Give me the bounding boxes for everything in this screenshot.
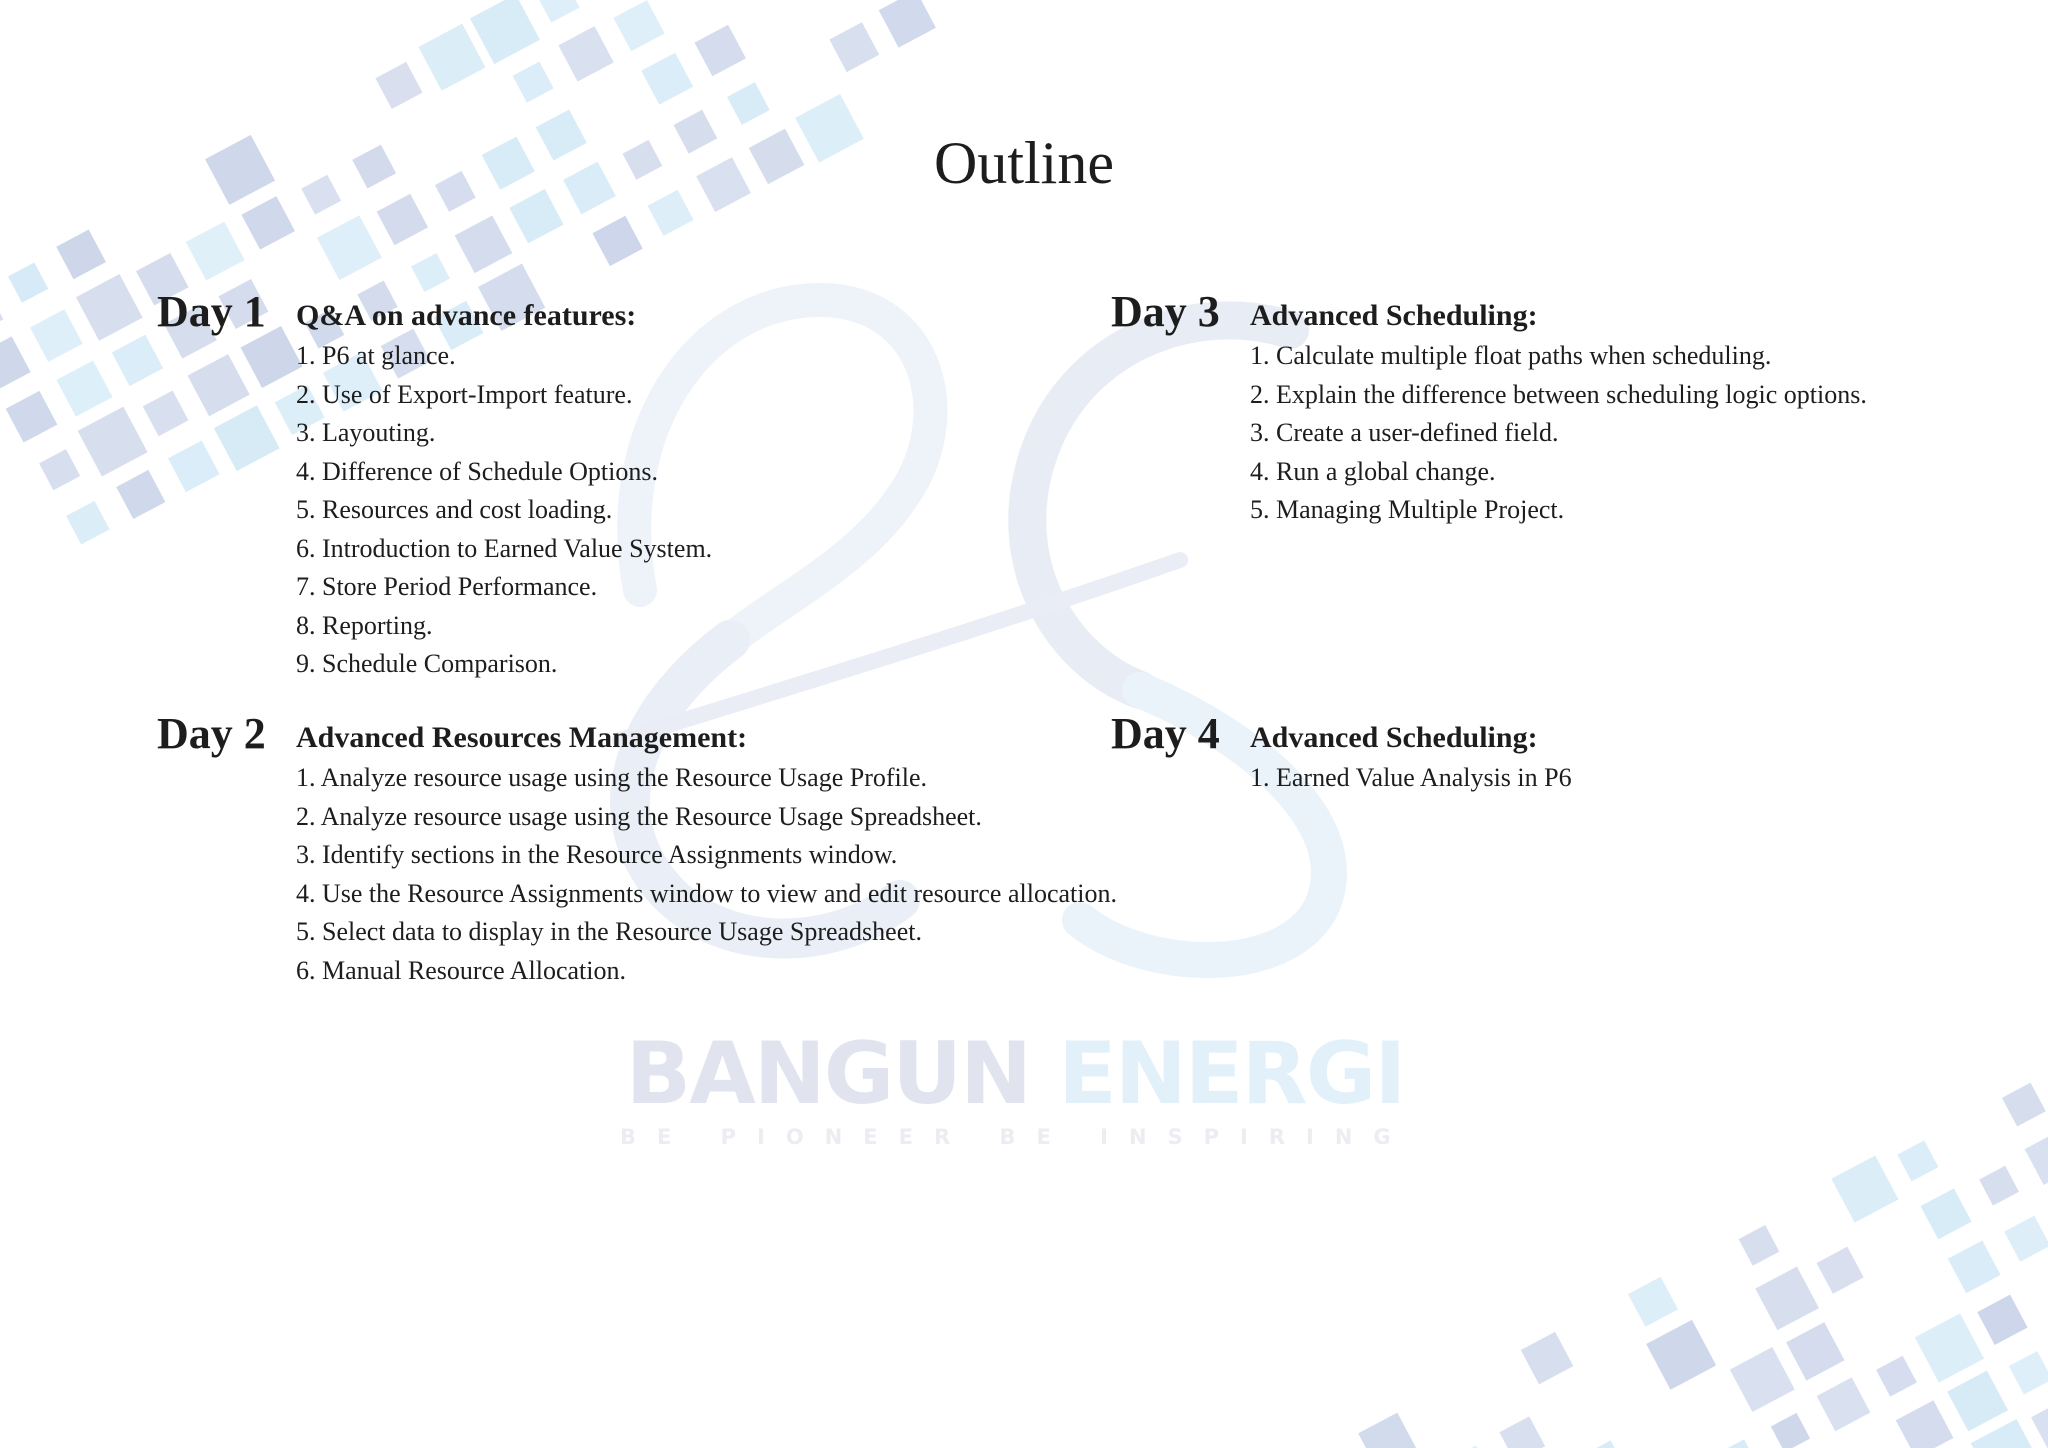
- decorative-tile: [56, 360, 112, 416]
- decorative-tile: [455, 215, 513, 273]
- decorative-tile: [829, 22, 879, 72]
- list-item: 1. Calculate multiple float paths when scheduling.: [1250, 341, 1772, 370]
- brand-word-1: BANGUN: [625, 1024, 1031, 1124]
- list-item: 5. Managing Multiple Project.: [1250, 495, 1565, 524]
- day-heading: Advanced Resources Management:: [296, 721, 748, 754]
- day-heading: Q&A on advance features:: [296, 299, 637, 332]
- day-label: Day 4: [1111, 709, 1220, 758]
- decorative-tile: [1521, 1332, 1574, 1385]
- decorative-tile: [1786, 1322, 1844, 1380]
- decorative-tile: [558, 26, 613, 81]
- brand-watermark: [620, 1025, 1410, 1149]
- decorative-tile: [592, 216, 642, 266]
- list-item: 1. P6 at glance.: [296, 341, 456, 370]
- decorative-tile: [8, 262, 48, 302]
- list-item: 8. Reporting.: [296, 610, 433, 640]
- decorative-tile: [2002, 1083, 2046, 1127]
- decorative-tile: [411, 253, 450, 292]
- decorative-tile: [2025, 1130, 2048, 1185]
- decorative-tile: [317, 215, 382, 280]
- list-item: 9. Schedule Comparison.: [296, 649, 558, 678]
- decorative-tile: [66, 501, 110, 545]
- decorative-tile: [1358, 1413, 1418, 1448]
- decorative-tile: [1948, 1240, 2001, 1293]
- list-item: 6. Introduction to Earned Value System.: [296, 533, 713, 563]
- decorative-tile: [143, 390, 189, 436]
- decorative-tile: [56, 230, 106, 280]
- decorative-tile: [1979, 1166, 2019, 1206]
- decorative-tile: [0, 283, 3, 339]
- decorative-tile: [1755, 1267, 1819, 1331]
- list-item: 1. Analyze resource usage using the Resource Usage Profile.: [296, 763, 928, 792]
- decorative-tile: [1628, 1277, 1678, 1327]
- decorative-tile: [1739, 1225, 1780, 1266]
- decorative-tile: [78, 407, 148, 477]
- list-item: 4. Use the Resource Assignments window to view and edit resource allocation.: [296, 878, 1117, 908]
- day-item-list: [296, 759, 1117, 990]
- bottom-right-tile-pattern: [1301, 901, 2048, 1448]
- day-label: Day 3: [1111, 287, 1220, 336]
- day-heading: Advanced Scheduling:: [1250, 299, 1538, 332]
- day-item-list: [1250, 759, 1572, 798]
- decorative-tile: [470, 0, 540, 64]
- list-item: 6. Manual Resource Allocation.: [296, 955, 626, 985]
- list-item: 3. Identify sections in the Resource Assignments window.: [296, 840, 898, 869]
- decorative-tile: [1817, 1247, 1864, 1294]
- day-heading: Advanced Scheduling:: [1250, 721, 1538, 754]
- day-item-list: [296, 337, 712, 684]
- decorative-tile: [1771, 1413, 1810, 1448]
- brand-name: [620, 1025, 1410, 1123]
- decorative-tile: [1580, 1440, 1627, 1448]
- decorative-tile: [1876, 1356, 1917, 1397]
- list-item: 5. Resources and cost loading.: [296, 495, 613, 524]
- list-item: 3. Layouting.: [296, 418, 436, 447]
- decorative-tile: [214, 405, 280, 471]
- decorative-tile: [188, 354, 250, 416]
- list-item: 2. Use of Export-Import feature.: [296, 379, 633, 409]
- decorative-tile: [186, 222, 245, 281]
- decorative-tile: [1921, 1188, 1972, 1239]
- decorative-tile: [2031, 1398, 2048, 1448]
- decorative-tile: [76, 274, 143, 341]
- decorative-tile: [1831, 1156, 1898, 1223]
- page-title: Outline: [934, 130, 1114, 196]
- decorative-tile: [1730, 1347, 1795, 1412]
- list-item: 7. Store Period Performance.: [296, 572, 598, 601]
- decorative-tile: [6, 391, 58, 443]
- decorative-tile: [112, 335, 163, 386]
- list-item: 4. Run a global change.: [1250, 456, 1496, 486]
- list-item: 5. Select data to display in the Resource Usage Spreadsheet.: [296, 917, 922, 946]
- decorative-tile: [39, 449, 80, 490]
- day-label: Day 2: [157, 709, 266, 758]
- list-item: 2. Analyze resource usage using the Resource Usage Spreadsheet.: [296, 801, 982, 831]
- day-item-list: [1250, 337, 1867, 530]
- decorative-tile: [2009, 1351, 2048, 1395]
- decorative-tile: [1646, 1320, 1716, 1390]
- decorative-tile: [1896, 1400, 1954, 1448]
- decorative-tile: [1817, 1377, 1871, 1431]
- decorative-tile: [1915, 1313, 1984, 1382]
- decorative-tile: [536, 0, 580, 23]
- decorative-tile: [2004, 1216, 2048, 1262]
- list-item: 2. Explain the difference between scheduling logic options.: [1250, 379, 1867, 409]
- decorative-tile: [168, 440, 220, 492]
- decorative-tile: [641, 53, 693, 105]
- decorative-tile: [1897, 1140, 1938, 1181]
- decorative-tile: [1716, 1439, 1759, 1448]
- list-item: 1. Earned Value Analysis in P6: [1250, 763, 1572, 792]
- decorative-tile: [613, 0, 664, 51]
- decorative-tile: [418, 24, 485, 91]
- decorative-tile: [1977, 1295, 2027, 1345]
- decorative-tile: [694, 25, 745, 76]
- decorative-tile: [116, 470, 165, 519]
- list-item: 3. Create a user-defined field.: [1250, 418, 1559, 447]
- list-item: 4. Difference of Schedule Options.: [296, 456, 658, 486]
- decorative-tile: [1499, 1416, 1545, 1448]
- brand-tagline: BE PIONEER BE INSPIRING: [620, 1125, 1412, 1149]
- decorative-tile: [375, 62, 422, 109]
- decorative-tile: [30, 309, 83, 362]
- brand-word-2: ENERGI: [1058, 1024, 1405, 1124]
- decorative-tile: [0, 336, 31, 391]
- day-label: Day 1: [157, 287, 266, 336]
- decorative-tile: [879, 0, 936, 48]
- decorative-tile: [1947, 1371, 2008, 1432]
- decorative-tile: [513, 62, 554, 103]
